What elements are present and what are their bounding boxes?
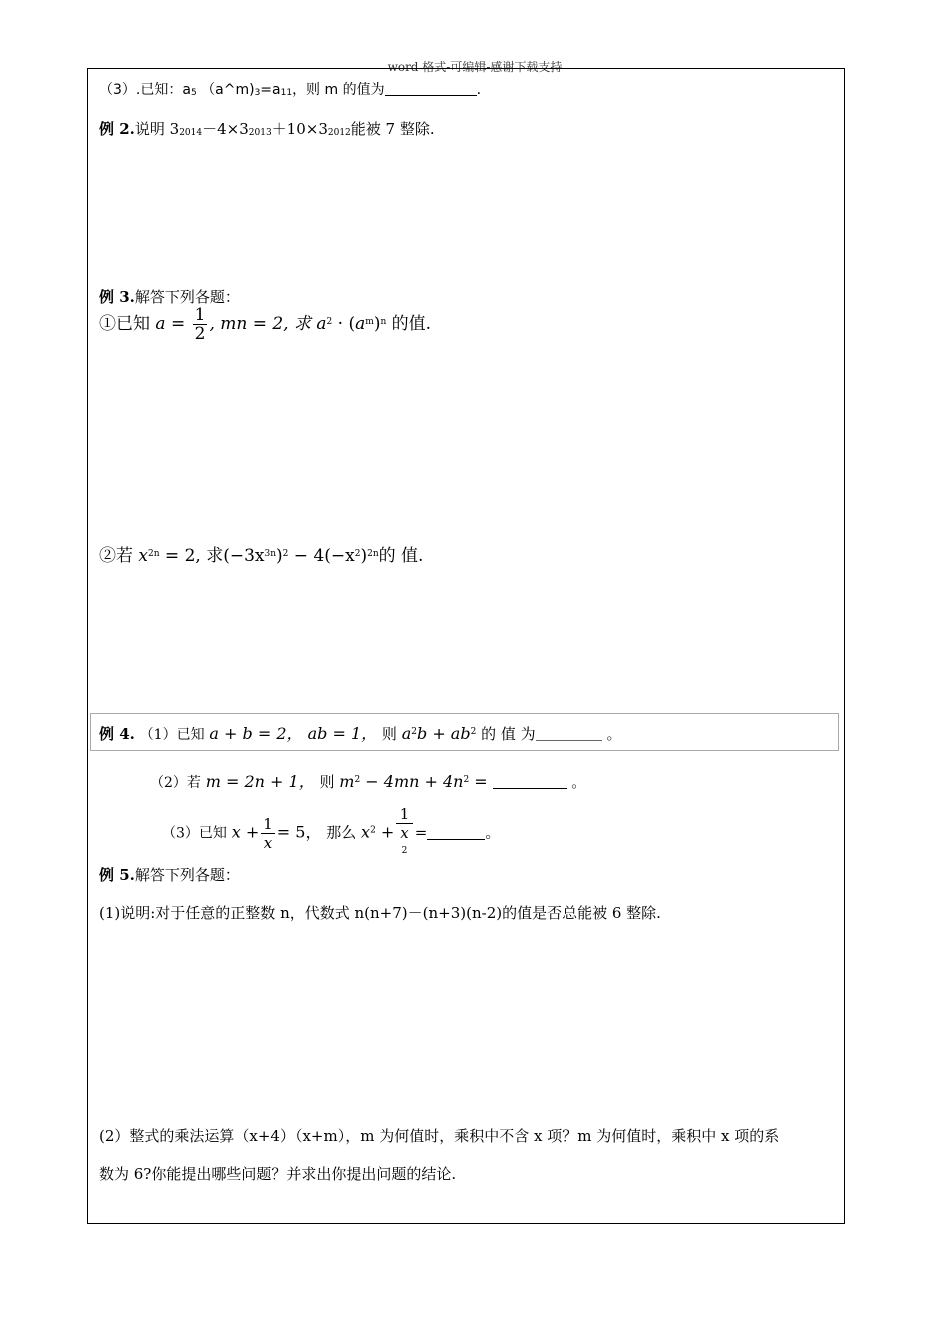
ex3-q1-p2: m bbox=[365, 317, 374, 327]
ex2-exp1: 2014 bbox=[179, 128, 203, 138]
ex3-q1-mid: , mn = 2, 求 bbox=[209, 314, 311, 334]
ex3-q1-a2: a bbox=[316, 314, 327, 334]
ex4-q2-end: 。 bbox=[571, 773, 587, 791]
ex3-q2-m2: ) bbox=[276, 546, 283, 566]
ex3-q1-tail: 的值. bbox=[386, 314, 432, 334]
ex4-q2-e2: − 4mn + 4n bbox=[360, 772, 464, 791]
ex3-q2-p1: 2n bbox=[148, 549, 160, 559]
ex3-q1-num: 1 bbox=[194, 305, 206, 325]
ex5-title: 解答下列各题： bbox=[134, 866, 240, 884]
ex3-q1-den: 2 bbox=[194, 324, 206, 344]
ex3-question-2 bbox=[99, 541, 423, 566]
ex4-q3-fraction-2 bbox=[396, 805, 412, 862]
ex3-q1-dot: · ( bbox=[332, 314, 356, 334]
ex4-q3-den2: x bbox=[400, 824, 409, 842]
ex4-q3-eq: = 5， bbox=[276, 822, 322, 842]
ex4-q2-e1: m bbox=[339, 772, 355, 791]
ex4-question-3 bbox=[162, 805, 500, 862]
ex3-q1-fraction bbox=[193, 306, 208, 343]
ex4-q3-fraction-1 bbox=[261, 815, 275, 852]
ex4-q2-answer-blank[interactable] bbox=[493, 774, 567, 789]
worksheet-frame bbox=[87, 68, 845, 1224]
example-2 bbox=[99, 118, 435, 139]
ex4-q2-p1: 2 bbox=[354, 775, 361, 785]
q13-pow2: 3 bbox=[254, 88, 261, 98]
ex3-q2-m3: − 4(−x bbox=[288, 546, 355, 566]
ex4-q1-tail: 的 值 为 bbox=[481, 725, 536, 743]
ex4-q2-mid: 则 bbox=[319, 773, 335, 791]
ex3-q2-x: x bbox=[138, 546, 148, 566]
ex5-question-2-line-2: 数为 6?你能提出哪些问题？并求出你提出问题的结论. bbox=[99, 1165, 457, 1183]
ex4-q3-answer-blank[interactable] bbox=[427, 825, 485, 840]
ex4-q3-den2-wrap bbox=[396, 824, 412, 862]
example-5-heading bbox=[99, 864, 240, 885]
ex3-q2-p5: 2n bbox=[367, 549, 379, 559]
ex4-question-2 bbox=[150, 769, 586, 792]
ex4-q1-pre: （1）已知 bbox=[139, 727, 205, 743]
ex4-q2-pre: （2）若 bbox=[150, 775, 201, 791]
ex3-q2-tail: 的 值. bbox=[378, 546, 424, 566]
ex3-question-1 bbox=[99, 306, 431, 343]
ex2-exp2: 2013 bbox=[248, 128, 272, 138]
q13-pow1: 5 bbox=[190, 88, 197, 98]
ex3-q2-pre: ②若 bbox=[99, 546, 133, 566]
ex4-q1-mid: 则 bbox=[381, 725, 397, 743]
ex4-q3-x2: x bbox=[361, 822, 371, 842]
ex3-q1-p1: 2 bbox=[326, 317, 333, 327]
ex4-q1-cond: a + b = 2， ab = 1， bbox=[209, 724, 378, 743]
q13-answer-blank[interactable] bbox=[385, 81, 477, 96]
ex4-q1-b: b + ab bbox=[416, 724, 471, 743]
page-header: word 格式-可编辑-感谢下载支持 bbox=[387, 60, 563, 74]
ex4-q3-p1: 2 bbox=[370, 825, 376, 836]
q13-m: （a^m) bbox=[201, 82, 255, 98]
ex3-label: 例 3. bbox=[99, 288, 135, 306]
ex3-q1-p3: n bbox=[380, 317, 387, 327]
ex4-q3-eq2: = bbox=[414, 823, 428, 842]
q13-end: . bbox=[476, 82, 482, 98]
ex3-q2-mid: = 2, 求(−3x bbox=[159, 546, 265, 566]
ex5-question-1: (1)说明:对于任意的正整数 n，代数式 n(n+7)－(n+3)(n-2)的值是否总能被 6 整除. bbox=[99, 904, 661, 922]
ex4-q3-x1: x + bbox=[231, 822, 260, 842]
ex2-m1: －4×3 bbox=[202, 120, 249, 138]
ex4-q3-pre: （3）已知 bbox=[162, 825, 227, 842]
ex3-q1-eq: = bbox=[165, 314, 191, 334]
q13-tail: ，则 m 的值为 bbox=[292, 82, 385, 98]
ex3-q2-m4: ) bbox=[360, 546, 368, 566]
q13-a: a bbox=[182, 82, 191, 98]
ex3-title: 解答下列各题： bbox=[134, 288, 240, 306]
ex4-q3-end: 。 bbox=[485, 823, 501, 842]
ex3-q2-p2: 3n bbox=[264, 549, 277, 559]
ex4-q3-den: x bbox=[263, 834, 273, 852]
ex3-q1-am: a bbox=[355, 314, 366, 334]
ex4-q1-p1: 2 bbox=[411, 727, 417, 737]
ex4-label: 例 4. bbox=[99, 725, 135, 743]
ex5-question-2-line-1: (2）整式的乘法运算（x+4）（x+m），m 为何值时，乘积中不含 x 项？m 为何值时，乘积中 x 项的系 bbox=[99, 1127, 780, 1145]
ex3-q2-p3: 2 bbox=[282, 549, 289, 559]
ex4-q2-cond: m = 2n + 1， bbox=[205, 772, 315, 791]
ex2-m2: ＋10×3 bbox=[271, 120, 328, 138]
ex4-q1-p2: 2 bbox=[470, 727, 477, 737]
q13-pow3: 11 bbox=[280, 88, 293, 98]
ex4-q3-num2: 1 bbox=[396, 805, 412, 824]
ex4-q3-plus: + bbox=[375, 822, 395, 842]
ex4-question-1 bbox=[99, 721, 621, 744]
q13-eq: =a bbox=[260, 82, 281, 98]
ex4-q2-p2: 2 bbox=[463, 775, 470, 785]
ex3-q2-p4: 2 bbox=[354, 549, 361, 559]
q13-label: （3）.已知： bbox=[99, 82, 183, 98]
ex4-q3-p2: 2 bbox=[401, 846, 408, 856]
ex4-q1-answer-blank[interactable] bbox=[536, 726, 602, 741]
ex4-q2-e3: = bbox=[469, 772, 488, 791]
ex3-q1-pre: ①已知 bbox=[99, 314, 150, 334]
ex2-tail: 能被 7 整除. bbox=[350, 120, 435, 138]
ex4-q1-end: 。 bbox=[606, 725, 622, 743]
example-3-heading bbox=[99, 286, 240, 307]
ex2-pre: 说明 3 bbox=[134, 120, 180, 138]
ex3-q1-a: a bbox=[155, 314, 166, 334]
ex3-q1-close: ) bbox=[373, 314, 381, 334]
ex4-q3-num: 1 bbox=[263, 815, 273, 833]
ex2-exp3: 2012 bbox=[327, 128, 351, 138]
question-1-3 bbox=[99, 79, 481, 99]
ex4-q3-mid: 那么 bbox=[326, 823, 357, 842]
ex4-q1-a: a bbox=[401, 724, 412, 743]
ex5-label: 例 5. bbox=[99, 866, 135, 884]
ex2-label: 例 2. bbox=[99, 120, 135, 138]
